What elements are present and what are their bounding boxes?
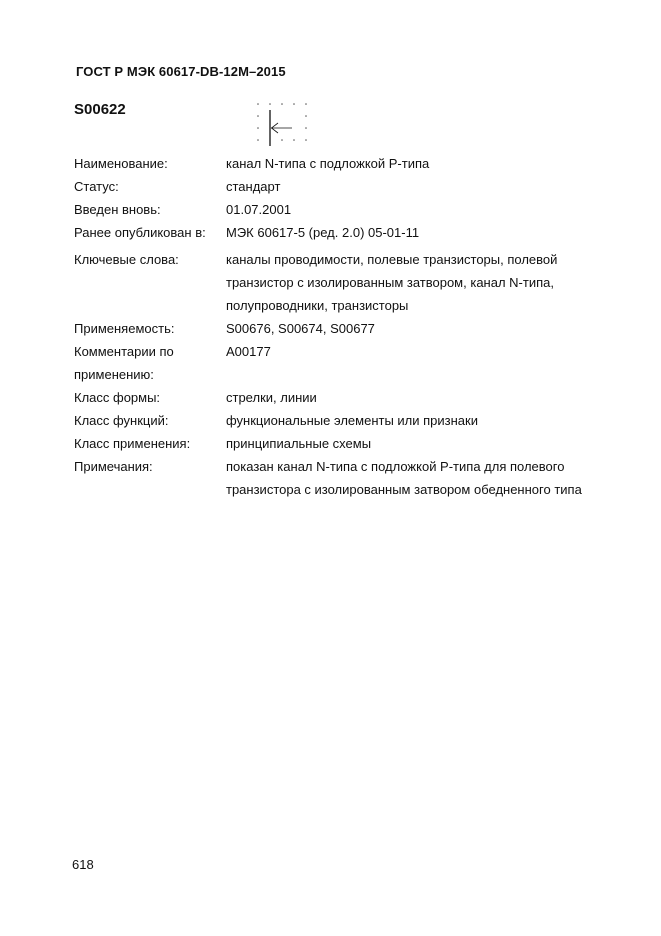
symbol-code: S00622 [74, 101, 126, 118]
field-value: принципиальные схемы [226, 436, 372, 451]
field-row-function-class [74, 409, 614, 432]
page-number: 618 [72, 857, 94, 872]
standard-header: ГОСТ Р МЭК 60617-DB-12M–2015 [76, 64, 286, 79]
field-label: Комментарии по применению: [74, 344, 174, 382]
field-row-previously-published [74, 221, 614, 244]
field-label: Статус: [74, 179, 119, 194]
field-value: каналы проводимости, полевые транзисторы, полевой транзистор с изолированным затвором, канал N-типа, полупроводники, транзисторы [226, 252, 558, 313]
field-value: 01.07.2001 [226, 202, 292, 217]
field-label: Класс формы: [74, 390, 161, 405]
field-label: Ключевые слова: [74, 252, 179, 267]
field-row-notes [74, 455, 614, 501]
field-label: Применяемость: [74, 321, 175, 336]
field-label: Примечания: [74, 459, 153, 474]
field-value: показан канал N-типа с подложкой P-типа для полевого транзистора с изолированным затвором обедненного типа [226, 459, 582, 497]
field-value: стандарт [226, 179, 281, 194]
field-row-introduced [74, 198, 614, 221]
field-value: МЭК 60617-5 (ред. 2.0) 05-01-11 [226, 225, 420, 240]
field-row-application-class [74, 432, 614, 455]
field-row-keywords [74, 248, 614, 317]
field-row-shape-class [74, 386, 614, 409]
field-label: Ранее опубликован в: [74, 225, 206, 240]
field-label: Класс применения: [74, 436, 191, 451]
field-row-name [74, 152, 614, 175]
field-label: Класс функций: [74, 413, 169, 428]
field-row-comments [74, 340, 614, 386]
field-value: A00177 [226, 344, 271, 359]
field-value: стрелки, линии [226, 390, 317, 405]
field-value: S00676, S00674, S00677 [226, 321, 375, 336]
field-row-status [74, 175, 614, 198]
n-channel-symbol-icon [254, 102, 310, 150]
attribute-table [74, 152, 614, 501]
field-value: канал N-типа с подложкой P-типа [226, 156, 430, 171]
field-value: функциональные элементы или признаки [226, 413, 478, 428]
field-label: Наименование: [74, 156, 168, 171]
field-label: Введен вновь: [74, 202, 161, 217]
field-row-applicability [74, 317, 614, 340]
